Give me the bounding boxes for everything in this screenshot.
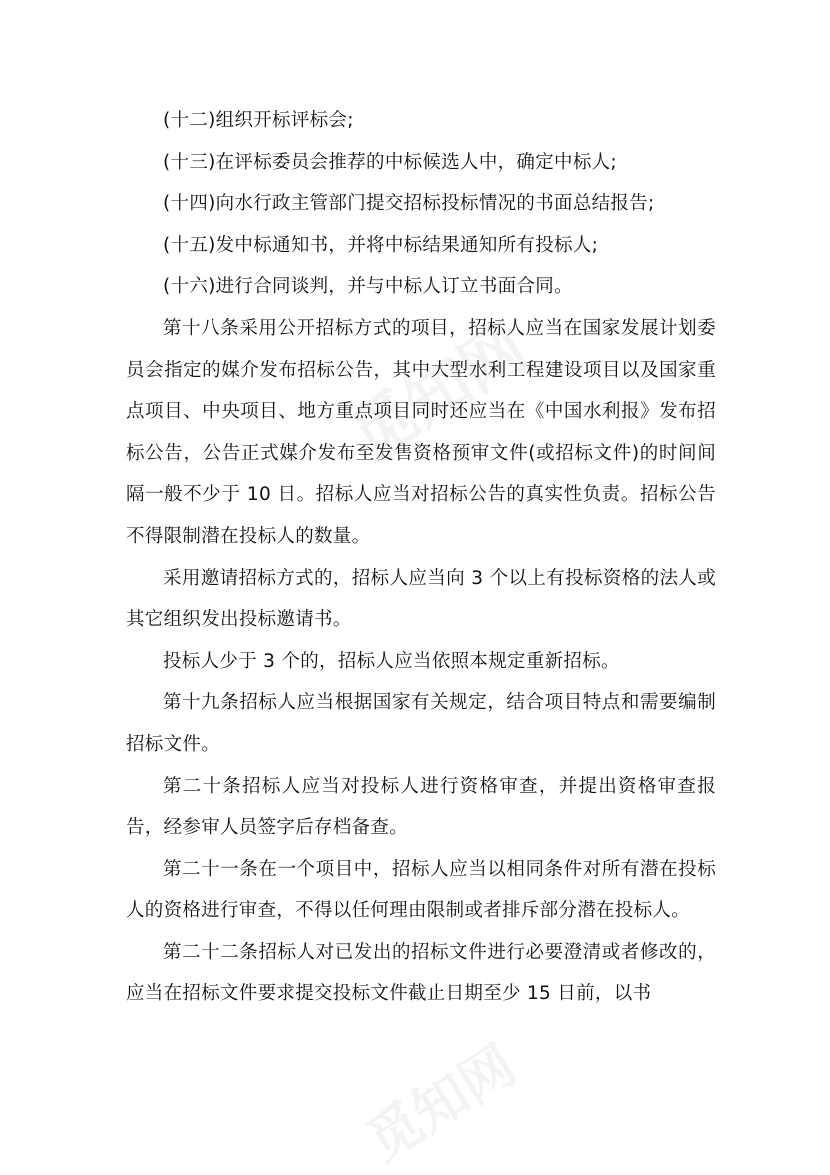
- list-item-13: (十三)在评标委员会推荐的中标候选人中，确定中标人;: [163, 151, 617, 173]
- list-item-16: (十六)进行合同谈判，并与中标人订立书面合同。: [163, 276, 573, 298]
- article-21: 第二十一条在一个项目中，招标人应当以相同条件对所有潜在投标人的资格进行审查，不得以任何理由限制或者排斥部分潜在投标人。: [126, 858, 716, 922]
- watermark: [350, 1024, 528, 1175]
- article-18-rebid: 投标人少于 3 个的，招标人应当依照本规定重新招标。: [163, 650, 620, 672]
- document-body: [126, 100, 716, 1015]
- list-item-12: (十二)组织开标评标会;: [163, 110, 354, 131]
- article-22: 第二十二条招标人对已发出的招标文件进行必要澄清或者修改的，应当在招标文件要求提交投标文件截止日期至少 15 日前，以书: [126, 941, 716, 1005]
- list-item-14: (十四)向水行政主管部门提交招标投标情况的书面总结报告;: [163, 193, 655, 215]
- article-20: 第二十条招标人应当对投标人进行资格审查，并提出资格审查报告，经参审人员签字后存档备查。: [126, 775, 716, 839]
- article-19: 第十九条招标人应当根据国家有关规定，结合项目特点和需要编制招标文件。: [126, 692, 716, 755]
- list-item-15: (十五)发中标通知书，并将中标结果通知所有投标人;: [163, 234, 599, 256]
- article-18-invitation: 采用邀请招标方式的，招标人应当向 3 个以上有投标资格的法人或其它组织发出投标邀请书。: [126, 567, 716, 631]
- article-18: 第十八条采用公开招标方式的项目，招标人应当在国家发展计划委员会指定的媒介发布招标公告，其中大型水利工程建设项目以及国家重点项目、中央项目、地方重点项目同时还应当在《中国水利报》发布招标公告，公告正式媒介发布至发售资格预审文件(或招标文件)的时间间隔一般不少于 10 日。招标人应当对招标公告的真实性负责。招标公告不得限制潜在投标人的数量。: [126, 317, 716, 547]
